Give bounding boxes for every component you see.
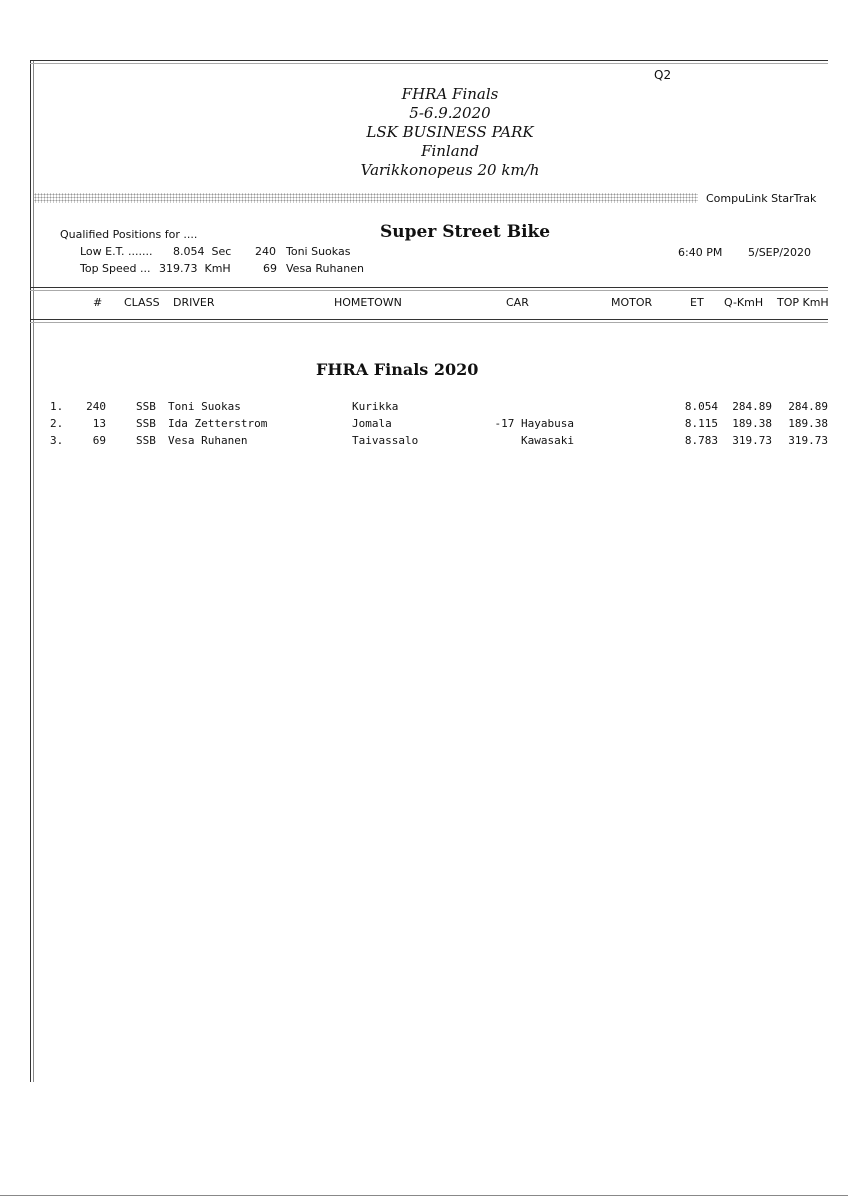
row-qkmh: 319.73 (732, 434, 772, 447)
page-bottom-line (0, 1195, 848, 1196)
left-border-line-inner (33, 60, 34, 1082)
row-topkmh: 319.73 (788, 434, 828, 447)
row-hometown: Jomala (352, 417, 392, 430)
top-speed-value: 319.73 KmH (159, 262, 231, 275)
row-class: SSB (136, 400, 156, 413)
low-et-value: 8.054 Sec (173, 245, 232, 258)
row-et: 8.783 (684, 434, 718, 447)
qualifier-label: Q2 (654, 68, 672, 82)
row-position: 3. (50, 434, 64, 447)
col-hometown: HOMETOWN (334, 296, 402, 309)
header-rule-top (30, 287, 828, 288)
top-border-line (30, 60, 828, 61)
row-driver: Vesa Ruhanen (168, 434, 248, 447)
low-et-number: 240 (255, 245, 276, 258)
left-border-line (30, 60, 31, 1082)
top-border-line-inner (30, 63, 828, 64)
row-class: SSB (136, 417, 156, 430)
low-et-label: Low E.T. ....... (80, 245, 153, 258)
event-dates: 5-6.9.2020 (409, 104, 491, 122)
header-rule-bottom (30, 319, 828, 320)
row-driver: Toni Suokas (168, 400, 241, 413)
event-country: Finland (421, 142, 479, 160)
report-date: 5/SEP/2020 (748, 246, 811, 259)
top-speed-driver: Vesa Ruhanen (286, 262, 364, 275)
row-position: 1. (50, 400, 64, 413)
row-driver: Ida Zetterstrom (168, 417, 268, 430)
row-number: 69 (92, 434, 106, 447)
row-hometown: Kurikka (352, 400, 399, 413)
header-rule-bottom-inner (30, 322, 828, 323)
row-car: -17 Hayabusa (494, 417, 574, 430)
col-driver: DRIVER (173, 296, 215, 309)
col-num: # (93, 296, 103, 309)
row-et: 8.115 (684, 417, 718, 430)
row-car: Kawasaki (521, 434, 574, 447)
results-title: FHRA Finals 2020 (316, 360, 479, 379)
col-qkmh: Q-KmH (724, 296, 764, 309)
row-qkmh: 189.38 (732, 417, 772, 430)
col-car: CAR (506, 296, 529, 309)
dotted-separator (34, 193, 698, 203)
row-et: 8.054 (684, 400, 718, 413)
event-header (300, 85, 600, 180)
col-motor: MOTOR (611, 296, 653, 309)
row-number: 13 (92, 417, 106, 430)
row-qkmh: 284.89 (732, 400, 772, 413)
row-number: 240 (86, 400, 106, 413)
row-hometown: Taivassalo (352, 434, 419, 447)
low-et-driver: Toni Suokas (286, 245, 351, 258)
system-label: CompuLink StarTrak (706, 192, 817, 205)
col-topkmh: TOP KmH (777, 296, 829, 309)
row-position: 2. (50, 417, 64, 430)
top-speed-label: Top Speed ... (80, 262, 151, 275)
event-name: FHRA Finals (401, 85, 499, 103)
event-venue: LSK BUSINESS PARK (366, 123, 534, 141)
row-topkmh: 189.38 (788, 417, 828, 430)
qualified-label: Qualified Positions for .... (60, 228, 198, 241)
row-class: SSB (136, 434, 156, 447)
report-time: 6:40 PM (678, 246, 723, 259)
row-topkmh: 284.89 (788, 400, 828, 413)
col-class: CLASS (124, 296, 160, 309)
class-title: Super Street Bike (380, 222, 551, 242)
top-speed-number: 69 (263, 262, 277, 275)
col-et: ET (690, 296, 704, 309)
header-rule-top-inner (30, 290, 828, 291)
event-note: Varikkonopeus 20 km/h (360, 161, 540, 179)
